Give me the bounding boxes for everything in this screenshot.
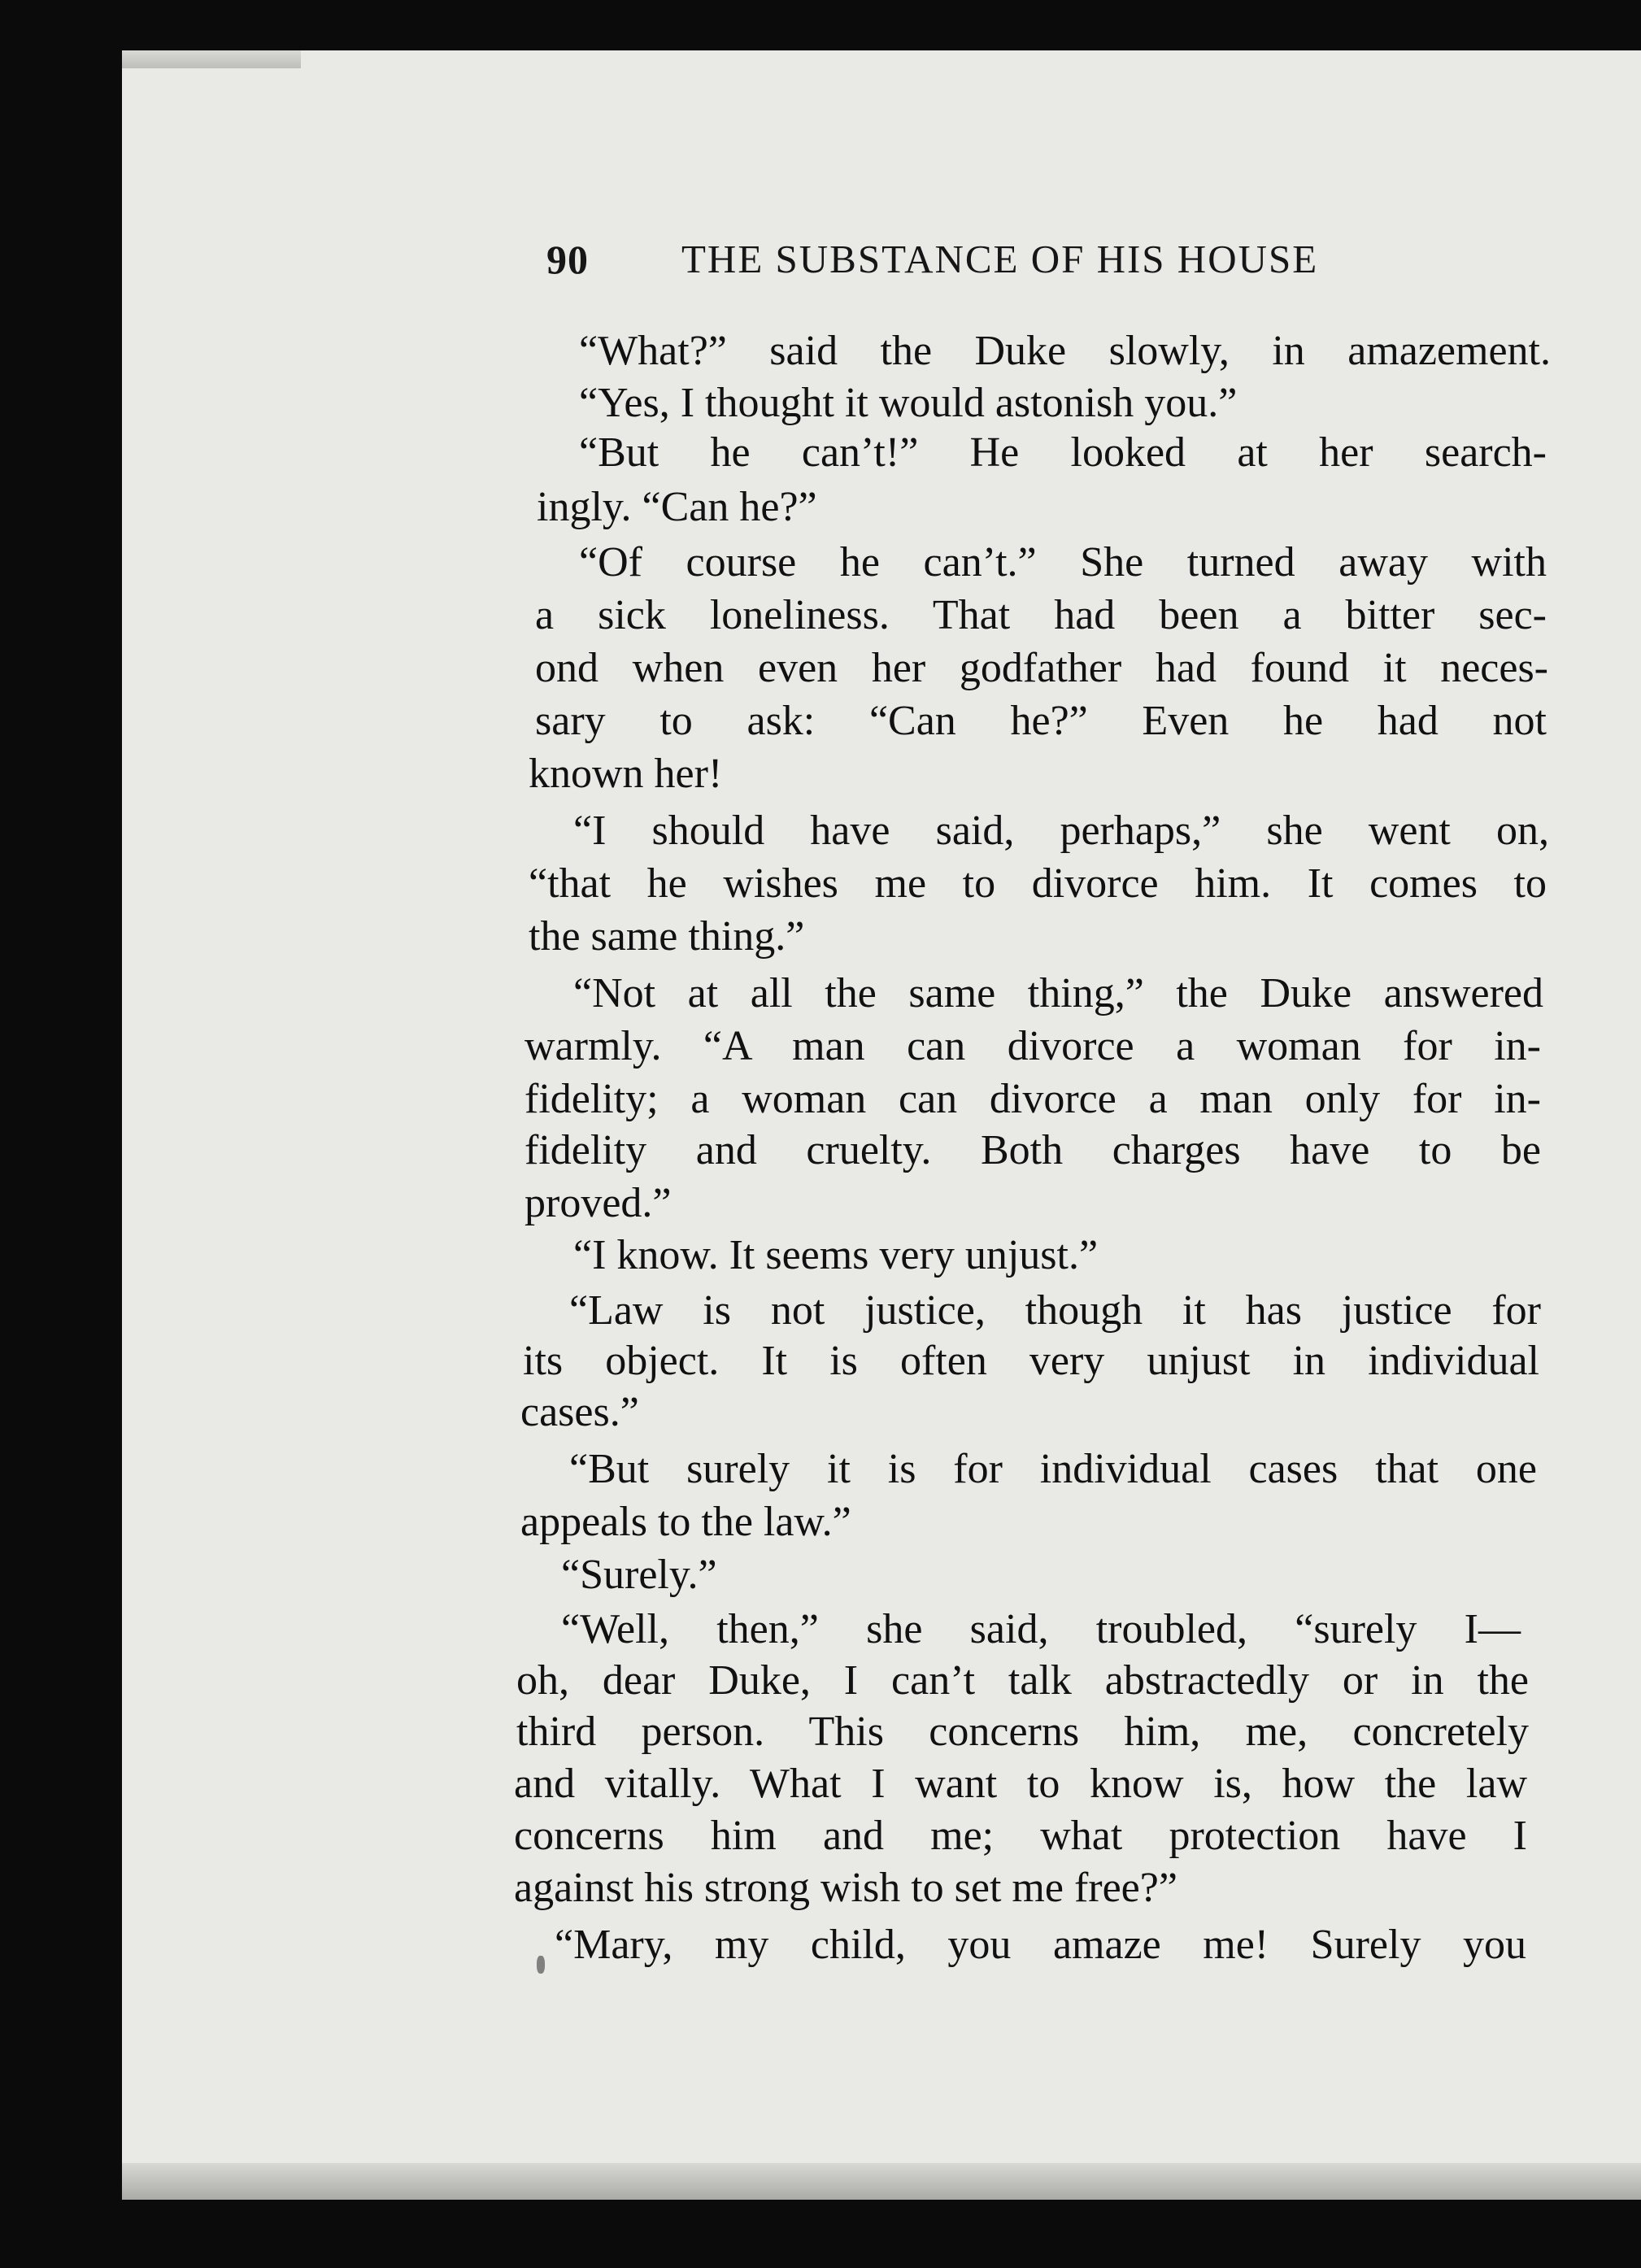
text-line: its object. It is often very unjust in individual — [523, 1338, 1539, 1384]
text-line: “I should have said, perhaps,” she went on, — [573, 808, 1549, 854]
text-line: third person. This concerns him, me, concretely — [516, 1709, 1529, 1755]
text-line: “What?” said the Duke slowly, in amazement. — [579, 328, 1551, 374]
text-line: “Not at all the same thing,” the Duke answered — [573, 970, 1543, 1016]
text-line: “Yes, I thought it would astonish you.” — [579, 380, 1238, 426]
text-line: against his strong wish to set me free?” — [514, 1865, 1177, 1911]
page-edge-top — [122, 50, 301, 68]
text-line: and vitally. What I want to know is, how the law — [514, 1761, 1527, 1807]
text-line: a sick loneliness. That had been a bitter sec- — [535, 592, 1547, 638]
text-line: concerns him and me; what protection have I — [514, 1813, 1527, 1859]
page-number: 90 — [546, 237, 589, 282]
text-line: the same thing.” — [529, 913, 805, 960]
text-line: fidelity; a woman can divorce a man only for in- — [525, 1076, 1541, 1122]
text-line: known her! — [529, 751, 723, 797]
text-line: warmly. “A man can divorce a woman for in- — [525, 1023, 1541, 1069]
book-title-header: THE SUBSTANCE OF HIS HOUSE — [681, 237, 1319, 281]
text-line: “I know. It seems very unjust.” — [573, 1232, 1099, 1278]
text-line: “Of course he can’t.” She turned away with — [579, 539, 1547, 586]
text-line: ond when even her godfather had found it neces- — [535, 645, 1548, 691]
text-line: ingly. “Can he?” — [537, 484, 817, 530]
page-edge-bottom — [122, 2163, 1641, 2200]
text-line: “Well, then,” she said, troubled, “surely I— — [561, 1606, 1521, 1652]
text-line: “Mary, my child, you amaze me! Surely you — [555, 1922, 1526, 1968]
text-line: oh, dear Duke, I can’t talk abstractedly or in the — [516, 1657, 1529, 1704]
text-line: cases.” — [520, 1389, 639, 1435]
text-line: “that he wishes me to divorce him. It comes to — [529, 860, 1547, 907]
text-line: “But he can’t!” He looked at her search- — [579, 429, 1547, 476]
text-line: sary to ask: “Can he?” Even he had not — [535, 698, 1547, 744]
text-line: proved.” — [525, 1180, 672, 1226]
text-line: “But surely it is for individual cases that one — [569, 1446, 1537, 1492]
ink-smudge — [537, 1956, 545, 1974]
running-head — [546, 231, 1441, 288]
text-line: “Surely.” — [561, 1552, 717, 1598]
text-line: “Law is not justice, though it has justice for — [569, 1287, 1541, 1334]
text-line: appeals to the law.” — [520, 1499, 851, 1545]
text-line: fidelity and cruelty. Both charges have to be — [525, 1127, 1541, 1173]
